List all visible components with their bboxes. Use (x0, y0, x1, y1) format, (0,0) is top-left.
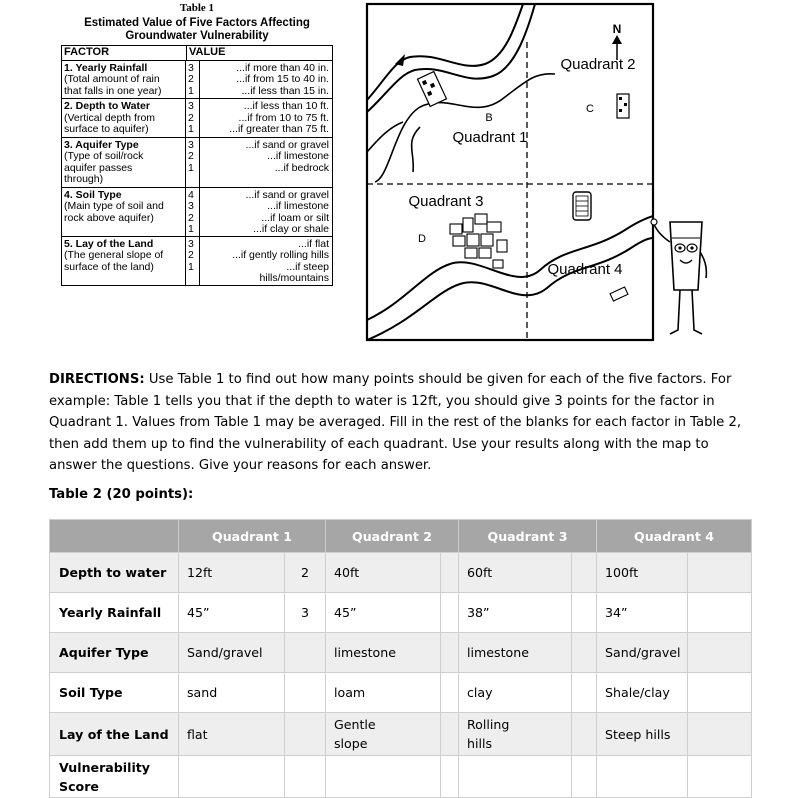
table2-points-cell[interactable] (572, 633, 597, 673)
table1-factor-desc: (Vertical depth from (64, 111, 156, 124)
table1-caption-line2: Groundwater Vulnerability (125, 30, 269, 42)
directions-text (49, 369, 749, 477)
table1-point-value: 3 (188, 61, 194, 74)
table2-row-label: Soil Type (50, 673, 179, 713)
table2-value-cell: 38” (459, 593, 572, 633)
map-border (367, 4, 653, 340)
table1-row (62, 99, 332, 138)
table2-row-label: Depth to water (50, 553, 179, 593)
factory-icon (617, 94, 629, 118)
table1-row (62, 237, 332, 285)
table1-point-value: 2 (188, 73, 194, 85)
table2-points-cell[interactable] (572, 673, 597, 713)
table1-value-text: hills/mountains (259, 272, 329, 284)
table2-value-cell: Rolling hills (459, 713, 572, 756)
table1-factor-desc: (The general slope of (64, 249, 164, 261)
table1-point-value: 1 (188, 223, 194, 235)
table1-value-cell (200, 138, 332, 187)
table1-value-text: ...if clay or shale (253, 223, 329, 235)
table2-row (50, 673, 752, 713)
table1-factor-desc: that falls in one year) (64, 84, 162, 97)
table2-value-cell: Shale/clay (597, 673, 688, 713)
table1 (61, 2, 333, 286)
table2 (49, 519, 752, 798)
table1-points-cell (185, 237, 200, 285)
table1-value-text: ...if from 10 to 75 ft. (238, 111, 329, 124)
table1-title: Table 1 (179, 2, 215, 14)
table1-factor-name: 4. Soil Type (64, 188, 122, 201)
table1-point-value: 1 (188, 260, 194, 273)
table2-header-quadrant4: Quadrant 4 (597, 520, 752, 553)
table2-header-quadrant3: Quadrant 3 (459, 520, 597, 553)
table1-factor-cell (62, 138, 185, 187)
table2-value-cell: Sand/gravel (179, 633, 285, 673)
table1-value-text: ...if limestone (267, 150, 329, 162)
table2-value-cell: Steep hills (597, 713, 688, 756)
table2-value-cell: 45” (326, 593, 441, 633)
table1-point-value: 1 (188, 84, 194, 97)
table1-factor-name: 3. Aquifer Type (64, 138, 139, 151)
table2-points-cell[interactable] (572, 593, 597, 633)
table2-header-quadrant1: Quadrant 1 (179, 520, 326, 553)
table2-points-cell[interactable] (285, 756, 326, 798)
table2-row (50, 633, 752, 673)
directions-heading: DIRECTIONS: (49, 372, 145, 387)
label-b: B (485, 112, 493, 124)
table2-value-cell: 12ft (179, 553, 285, 593)
quadrant1-label: Quadrant 1 (452, 129, 528, 146)
table2-value-cell (326, 756, 441, 798)
table1-point-value: 3 (188, 138, 194, 151)
table2-value-cell: Gentle slope (326, 713, 441, 756)
table2-value-cell: clay (459, 673, 572, 713)
table1-value-cell (200, 99, 332, 137)
table1-value-text: ...if flat (298, 237, 329, 250)
table2-value-cell (597, 756, 688, 798)
table1-factor-cell (62, 237, 185, 285)
groundwater-map (365, 2, 655, 342)
table1-value-text: ...if greater than 75 ft. (229, 123, 329, 135)
table1-value-text: ...if more than 40 in. (236, 61, 329, 74)
table1-factor-desc: rock above aquifer) (64, 211, 154, 224)
directions-line: DIRECTIONS: Use Table 1 to find out how many points should be given for each of the five factors. For (49, 372, 732, 387)
table2-points-cell[interactable] (441, 633, 459, 673)
table1-point-value: 3 (188, 100, 194, 112)
table2-points-cell[interactable] (441, 673, 459, 713)
table1-row (62, 138, 332, 188)
table1-point-value: 3 (188, 237, 194, 250)
table2-points-cell[interactable] (572, 713, 597, 756)
table1-value-text: ...if gently rolling hills (232, 249, 329, 261)
table1-point-value: 2 (188, 150, 194, 162)
table2-value-cell: 40ft (326, 553, 441, 593)
table2-points-cell[interactable] (285, 633, 326, 673)
table2-value-cell: flat (179, 713, 285, 756)
table2-value-cell: 34” (597, 593, 688, 633)
table2-points-cell[interactable] (441, 593, 459, 633)
table2-points-cell[interactable] (688, 673, 752, 713)
table1-grid (61, 45, 333, 286)
table1-factor-cell (62, 99, 185, 137)
table1-point-value: 1 (188, 123, 194, 135)
table2-points-cell[interactable]: 2 (285, 553, 326, 593)
table2-row-label: Vulnerability Score (50, 756, 179, 798)
quadrant3-label: Quadrant 3 (408, 193, 484, 210)
table2-header-row (50, 520, 752, 553)
table2-row (50, 593, 752, 633)
table2-points-cell[interactable] (688, 593, 752, 633)
table2-row-label: Lay of the Land (50, 713, 179, 756)
directions-line: then add them up to find the vulnerability of each quadrant. Use your results along with the map to (49, 436, 709, 452)
table2-value-cell (459, 756, 572, 798)
table2-points-cell[interactable] (441, 713, 459, 756)
table2-points-cell[interactable] (285, 673, 326, 713)
table2-row (50, 553, 752, 593)
table1-points-cell (185, 188, 200, 236)
table1-value-text: ...if from 15 to 40 in. (236, 73, 329, 85)
directions-line: Quadrant 1. Values from Table 1 may be averaged. Fill in the rest of the blanks for each factor in Table 2, (49, 415, 742, 431)
tank-icon (573, 192, 591, 220)
table1-header-value: VALUE (186, 46, 332, 60)
table1-row (62, 188, 332, 237)
table1-factor-cell (62, 61, 185, 99)
table1-factor-desc: surface to aquifer) (64, 123, 149, 135)
table1-points-cell (185, 99, 200, 137)
table2-points-cell[interactable] (688, 756, 752, 798)
table1-factor-name: 1. Yearly Rainfall (64, 61, 148, 74)
table1-factor-desc: surface of the land) (64, 260, 154, 273)
table2-body (50, 553, 752, 798)
table2-value-cell: loam (326, 673, 441, 713)
table1-value-text: ...if steep (286, 260, 329, 273)
table2-row-label: Yearly Rainfall (50, 593, 179, 633)
table1-value-text: ...if less than 10 ft. (243, 100, 329, 112)
table1-factor-desc: (Type of soil/rock (64, 150, 144, 162)
north-label: N (612, 22, 622, 36)
table1-value-text: ...if less than 15 in. (241, 84, 329, 97)
water-glass-mascot-icon (650, 212, 712, 342)
table1-header-factor: FACTOR (64, 46, 110, 58)
label-d: D (418, 233, 426, 245)
quadrant2-label: Quadrant 2 (560, 56, 636, 73)
table1-factor-cell (62, 188, 185, 236)
quadrant4-label: Quadrant 4 (547, 261, 623, 278)
table1-value-text: ...if limestone (267, 200, 329, 212)
table1-row (62, 61, 332, 100)
table1-points-cell (185, 61, 200, 99)
table2-points-cell[interactable] (688, 633, 752, 673)
table1-value-text: ...if bedrock (274, 161, 329, 174)
table2-value-cell: sand (179, 673, 285, 713)
table2-header-empty (50, 520, 179, 553)
table2-row (50, 713, 752, 756)
table2-value-cell (179, 756, 285, 798)
table2-value-cell: 100ft (597, 553, 688, 593)
table1-factor-desc: (Main type of soil and (64, 200, 164, 212)
table2-points-cell[interactable] (688, 713, 752, 756)
table2-points-cell[interactable] (441, 756, 459, 798)
label-c: C (586, 103, 594, 115)
table2-points-cell[interactable] (688, 553, 752, 593)
table1-value-cell (200, 61, 332, 99)
table1-value-cell (200, 188, 332, 236)
table1-value-text: ...if loam or silt (261, 211, 329, 224)
table2-points-cell[interactable] (572, 553, 597, 593)
table1-factor-desc: (Total amount of rain (64, 73, 160, 85)
table1-factor-desc: aquifer passes (64, 161, 133, 174)
table1-factor-name: 2. Depth to Water (64, 100, 150, 112)
table1-points-cell (185, 138, 200, 187)
directions-line: answer the questions. Give your reasons for each answer. (49, 458, 432, 474)
table2-points-cell[interactable] (285, 713, 326, 756)
table1-value-cell (200, 237, 332, 285)
table1-header (62, 46, 332, 61)
table2-points-cell[interactable]: 3 (285, 593, 326, 633)
table2-points-cell[interactable] (572, 756, 597, 798)
directions-line: example: Table 1 tells you that if the depth to water is 12ft, you should give 3 points for the factor in (49, 393, 715, 409)
table1-body (62, 61, 332, 285)
table2-row (50, 756, 752, 798)
table2-value-cell: limestone (326, 633, 441, 673)
table1-value-text: ...if sand or gravel (245, 188, 329, 201)
table1-caption-line1: Estimated Value of Five Factors Affecting (84, 17, 310, 29)
table1-point-value: 2 (188, 211, 194, 224)
table1-point-value: 3 (188, 200, 194, 212)
table1-point-value: 2 (188, 111, 194, 124)
table2-row-label: Aquifer Type (50, 633, 179, 673)
table2-points-cell[interactable] (441, 553, 459, 593)
table1-value-text: ...if sand or gravel (245, 138, 329, 151)
table1-point-value: 4 (188, 188, 194, 201)
table1-point-value: 2 (188, 249, 194, 261)
table2-value-cell: Sand/gravel (597, 633, 688, 673)
table2-header-quadrant2: Quadrant 2 (326, 520, 459, 553)
table2-title: Table 2 (20 points): (49, 487, 194, 502)
table2-value-cell: limestone (459, 633, 572, 673)
table1-factor-name: 5. Lay of the Land (64, 237, 154, 250)
table1-factor-desc: through) (64, 173, 104, 185)
table2-value-cell: 60ft (459, 553, 572, 593)
table2-value-cell: 45” (179, 593, 285, 633)
table1-point-value: 1 (188, 161, 194, 174)
